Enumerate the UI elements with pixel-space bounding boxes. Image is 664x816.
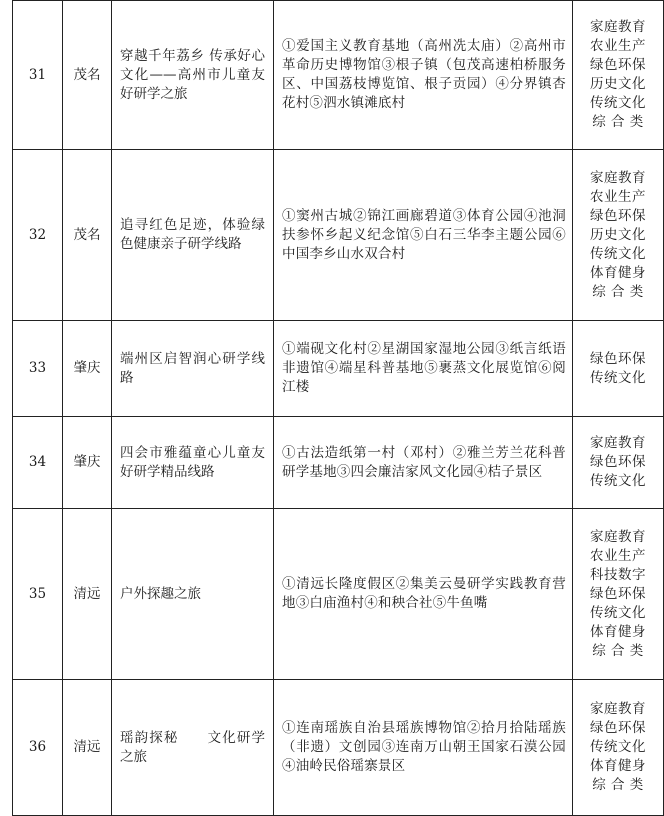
type-label: 家庭教育: [590, 435, 646, 451]
row-city: 清远: [63, 509, 112, 680]
type-label: 传统文化: [590, 604, 646, 621]
row-types: [573, 150, 664, 321]
type-label: 综 合 类: [592, 114, 644, 130]
row-number: 32: [13, 150, 63, 321]
row-number: 35: [13, 509, 63, 680]
row-route-name: 端州区启智润心研学线路: [112, 321, 274, 417]
row-city: 肇庆: [63, 417, 112, 509]
type-label: 科技数字: [590, 566, 646, 583]
type-label: 体育健身: [590, 758, 646, 774]
type-label: 绿色环保: [590, 720, 646, 736]
type-label: 综 合 类: [592, 283, 644, 300]
type-label: 传统文化: [590, 95, 646, 111]
type-label: 家庭教育: [590, 19, 646, 35]
row-sites: ①爱国主义教育基地（高州冼太庙）②高州市革命历史博物馆③根子镇（包茂高速柏桥服务区、中国荔枝博览馆、根子贡园）④分界镇杏花村⑤泗水镇滩底村: [274, 1, 573, 150]
type-label: 传统文化: [590, 369, 646, 386]
table-row: [13, 680, 664, 816]
row-number: 36: [13, 680, 63, 816]
type-label: 绿色环保: [590, 454, 646, 470]
table-row: [13, 150, 664, 321]
table-row: [13, 417, 664, 509]
type-label: 传统文化: [590, 473, 646, 489]
type-label: 农业生产: [590, 38, 646, 54]
type-label: 家庭教育: [590, 169, 646, 186]
row-route-name: 户外探趣之旅: [112, 509, 274, 680]
row-number: 31: [13, 1, 63, 150]
type-label: 绿色环保: [590, 57, 646, 73]
row-sites: ①端砚文化村②星湖国家湿地公园③纸言纸语非遗馆④端星科普基地⑤裹蒸文化展览馆⑥阅江楼: [274, 321, 573, 417]
route-table-body: [13, 1, 664, 816]
type-label: 绿色环保: [590, 350, 646, 367]
type-label: 综 合 类: [592, 642, 644, 659]
row-types: [573, 321, 664, 417]
row-city: 茂名: [63, 1, 112, 150]
row-types: [573, 1, 664, 150]
type-label: 体育健身: [590, 623, 646, 640]
row-sites: ①清远长隆度假区②集美云曼研学实践教育营地③白庙渔村④和秧合社⑤牛鱼嘴: [274, 509, 573, 680]
row-city: 肇庆: [63, 321, 112, 417]
type-label: 历史文化: [590, 226, 646, 243]
row-number: 33: [13, 321, 63, 417]
type-label: 家庭教育: [590, 528, 646, 545]
row-route-name: 瑶韵探秘 文化研学之旅: [112, 680, 274, 816]
row-route-name: 四会市雅蕴童心儿童友好研学精品线路: [112, 417, 274, 509]
route-table: [12, 0, 664, 816]
row-route-name: 穿越千年荔乡 传承好心文化——高州市儿童友好研学之旅: [112, 1, 274, 150]
row-types: [573, 509, 664, 680]
row-types: [573, 680, 664, 816]
row-number: 34: [13, 417, 63, 509]
row-sites: ①古法造纸第一村（邓村）②雅兰芳兰花科普研学基地③四会廉洁家风文化园④桔子景区: [274, 417, 573, 509]
type-label: 绿色环保: [590, 585, 646, 602]
row-city: 茂名: [63, 150, 112, 321]
type-label: 历史文化: [590, 76, 646, 92]
table-row: [13, 509, 664, 680]
row-types: [573, 417, 664, 509]
type-label: 传统文化: [590, 245, 646, 262]
type-label: 家庭教育: [590, 701, 646, 717]
type-label: 绿色环保: [590, 207, 646, 224]
table-row: [13, 1, 664, 150]
type-label: 农业生产: [590, 547, 646, 564]
type-label: 综 合 类: [592, 777, 644, 793]
table-row: [13, 321, 664, 417]
type-label: 体育健身: [590, 264, 646, 281]
row-sites: ①连南瑶族自治县瑶族博物馆②拾月拾陆瑶族（非遗）文创园③连南万山朝王国家石漠公园④油岭民俗瑶寨景区: [274, 680, 573, 816]
row-route-name: 追寻红色足迹，体验绿色健康亲子研学线路: [112, 150, 274, 321]
row-city: 清远: [63, 680, 112, 816]
row-sites: ①窦州古城②锦江画廊碧道③体育公园④池洞扶参怀乡起义纪念馆⑤白石三华李主题公园⑥中国李乡山水双合村: [274, 150, 573, 321]
type-label: 农业生产: [590, 188, 646, 205]
type-label: 传统文化: [590, 739, 646, 755]
